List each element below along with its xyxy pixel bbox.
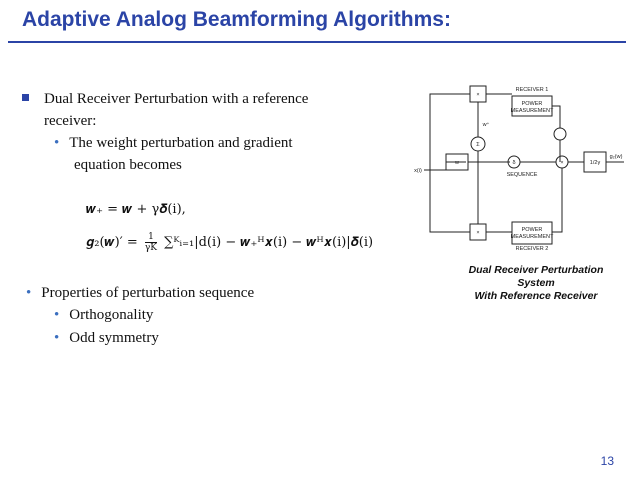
- sequence-label: SEQUENCE: [506, 172, 538, 178]
- bullet-properties: [26, 282, 254, 304]
- eq2-lhs: 𝒈₂(𝒘)′ =: [86, 235, 138, 250]
- caption-line1: Dual Receiver Perturbation System: [468, 264, 604, 289]
- dot-bullet-icon: •: [26, 285, 32, 301]
- title-underline: [8, 41, 626, 43]
- eq2-rhs: ∑ᴷᵢ₌₁|d(i) − 𝒘₊ᴴ𝒙(i) − 𝒘ᴴ𝒙(i)|𝜹(i): [164, 235, 374, 250]
- bullet1-line2: receiver:: [44, 113, 97, 129]
- bullet1-line1: Dual Receiver Perturbation with a reference: [44, 91, 309, 107]
- wplus-label: w⁺: [482, 122, 490, 128]
- page-number: 13: [600, 454, 614, 468]
- top-adder-circle: [554, 128, 566, 140]
- power2-out-line: [552, 168, 562, 232]
- dot-bullet-icon: •: [54, 330, 60, 346]
- receiver2-label: RECEIVER 2: [515, 246, 549, 252]
- top-feed-line: [430, 94, 470, 170]
- square-bullet-icon: [22, 94, 29, 101]
- power2-line2: MEASUREMENT: [510, 234, 554, 240]
- output-g-label: g₂(w): [609, 154, 623, 160]
- dual-receiver-diagram: [410, 82, 626, 258]
- sum-symbol: Σ: [476, 142, 480, 148]
- sub-item-odd-symmetry: [54, 327, 159, 349]
- power2-line1: POWER: [521, 227, 543, 233]
- dot-bullet-icon: •: [54, 307, 60, 323]
- bullet2-text: Properties of perturbation sequence: [41, 285, 255, 301]
- sub-item-text: Orthogonality: [69, 307, 154, 323]
- eq2-frac-den: γK: [144, 243, 157, 253]
- eq2-frac-num: 1: [145, 232, 157, 243]
- dot-bullet-icon: •: [54, 135, 60, 151]
- top-mult-symbol: ×: [476, 92, 480, 98]
- power1-line1: POWER: [521, 101, 543, 107]
- eq2-fraction: [145, 232, 157, 253]
- w-label: w: [455, 160, 459, 166]
- equation-gradient: [86, 232, 373, 253]
- caption-line2: With Reference Receiver: [474, 290, 598, 302]
- input-x-label: x(i): [414, 168, 422, 174]
- bottom-feed-line: [430, 170, 470, 232]
- mult-circle-symbol: ×: [560, 160, 564, 166]
- sub1-line2: equation becomes: [74, 157, 182, 173]
- bullet-dual-receiver: [22, 88, 309, 129]
- sub-bullet-weight: [54, 132, 293, 154]
- power-measurement-2-box: [512, 222, 552, 244]
- diagram-caption: [452, 264, 620, 303]
- sub-item-orthogonality: [54, 304, 153, 326]
- sub1-line1: The weight perturbation and gradient: [69, 135, 293, 151]
- scale-label: 1/2γ: [589, 160, 601, 166]
- bottom-mult-symbol: ×: [476, 230, 480, 236]
- equation-weight-update: 𝒘₊ = 𝒘 + γ𝜹(i),: [86, 202, 186, 217]
- delta-label: δ: [512, 160, 516, 166]
- power1-line2: MEASUREMENT: [510, 108, 554, 114]
- slide-title: Adaptive Analog Beamforming Algorithms:: [22, 8, 451, 31]
- receiver1-label: RECEIVER 1: [515, 87, 549, 93]
- sub-item-text: Odd symmetry: [69, 330, 159, 346]
